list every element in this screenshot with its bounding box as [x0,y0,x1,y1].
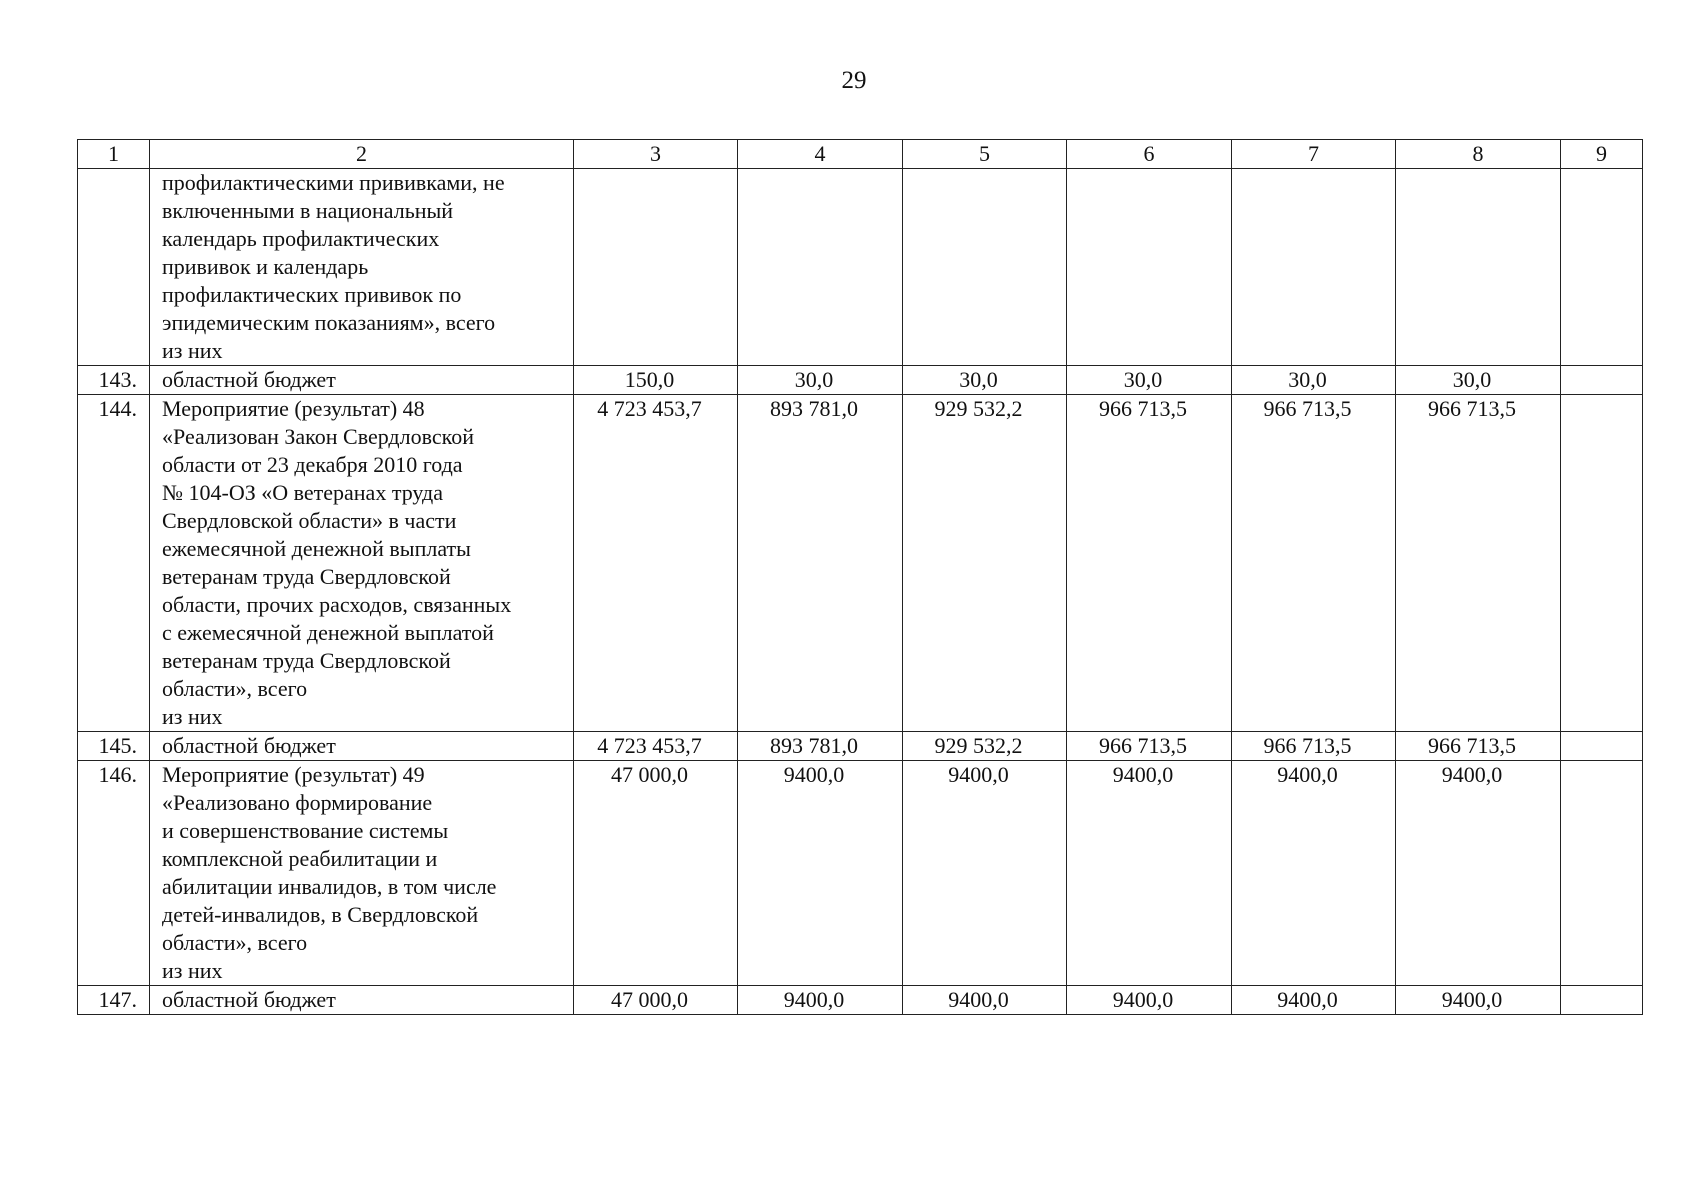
value-text: 966 713,5 [1263,733,1352,758]
value-cell [1561,761,1643,986]
description-line: областной бюджет [162,987,336,1012]
value-text: 966 713,5 [1099,396,1187,421]
row-number: 146. [78,761,150,986]
value-text: 966 713,5 [1263,396,1352,421]
value-cell [903,732,1067,761]
value-cell [1561,169,1643,366]
description-line: и совершенствование системы [162,818,449,843]
column-header: 4 [738,140,903,169]
value-cell [1232,986,1396,1015]
value-cell [903,986,1067,1015]
value-text: 893 781,0 [770,396,858,421]
value-text: 150,0 [624,367,675,392]
row-number: 145. [78,732,150,761]
value-cell [903,761,1067,986]
value-text: 9400,0 [1441,762,1503,787]
value-text: 30,0 [959,367,998,392]
column-header: 1 [78,140,150,169]
value-cell [738,732,903,761]
row-description [150,366,574,395]
value-cell [1396,761,1561,986]
value-cell [1396,986,1561,1015]
value-text: 9400,0 [1441,987,1503,1012]
value-cell [1067,395,1232,732]
value-cell [574,732,738,761]
value-cell [738,986,903,1015]
value-cell [1232,395,1396,732]
description-line: области от 23 декабря 2010 года [162,452,463,477]
value-cell [738,761,903,986]
description-line: ежемесячной денежной выплаты [162,536,471,561]
description-line: ветеранам труда Свердловской [162,648,451,673]
description-line: профилактическими прививками, не [162,170,505,195]
value-text: 966 713,5 [1428,396,1516,421]
table-row [78,761,1643,986]
description-line: «Реализовано формирование [162,790,433,815]
table-row [78,395,1643,732]
description-line: комплексной реабилитации и [162,846,438,871]
table-row [78,732,1643,761]
value-cell [1067,366,1232,395]
table-header-row [78,140,1643,169]
value-cell [574,395,738,732]
value-cell [1232,366,1396,395]
description-line: № 104-ОЗ «О ветеранах труда [162,480,443,505]
value-text: 929 532,2 [934,733,1023,758]
row-description [150,732,574,761]
row-number: 147. [78,986,150,1015]
value-cell [574,761,738,986]
value-cell [574,169,738,366]
value-cell [1561,986,1643,1015]
column-header: 7 [1232,140,1396,169]
row-description [150,986,574,1015]
column-header: 8 [1396,140,1561,169]
row-description [150,761,574,986]
description-line: области», всего [162,930,308,955]
value-text: 9400,0 [948,762,1009,787]
value-cell [1396,395,1561,732]
value-text: 9400,0 [1112,762,1174,787]
value-cell [1067,169,1232,366]
description-line: абилитации инвалидов, в том числе [162,874,497,899]
table-row [78,366,1643,395]
value-text: 9400,0 [1277,987,1338,1012]
column-header: 5 [903,140,1067,169]
description-line: области, прочих расходов, связанных [162,592,512,617]
row-number [78,169,150,366]
value-text: 47 000,0 [611,987,688,1012]
value-cell [738,169,903,366]
value-text: 9400,0 [783,987,845,1012]
value-cell [1232,761,1396,986]
description-line: прививок и календарь [162,254,369,279]
description-line: «Реализован Закон Свердловской [162,424,474,449]
table-row [78,986,1643,1015]
value-cell [574,366,738,395]
value-cell [1232,169,1396,366]
row-description [150,395,574,732]
value-text: 30,0 [794,367,834,392]
value-text: 30,0 [1452,367,1492,392]
budget-table [77,139,1643,1015]
value-cell [738,395,903,732]
description-line: детей-инвалидов, в Свердловской [162,902,479,927]
value-cell [1396,169,1561,366]
column-header: 3 [574,140,738,169]
description-line: областной бюджет [162,733,336,758]
description-line: Мероприятие (результат) 48 [162,396,425,421]
value-cell [903,395,1067,732]
value-cell [1396,732,1561,761]
description-line: области», всего [162,676,308,701]
row-description [150,169,574,366]
description-line: включенными в национальный [162,198,454,223]
value-text: 47 000,0 [611,762,688,787]
row-number: 143. [78,366,150,395]
value-cell [1561,395,1643,732]
value-cell [1232,732,1396,761]
description-line: с ежемесячной денежной выплатой [162,620,494,645]
value-cell [1067,986,1232,1015]
value-text: 4 723 453,7 [597,733,702,758]
value-text: 9400,0 [1112,987,1174,1012]
value-text: 9400,0 [948,987,1009,1012]
value-cell [1561,366,1643,395]
description-line: из них [162,704,223,729]
row-number: 144. [78,395,150,732]
value-text: 9400,0 [783,762,845,787]
value-text: 893 781,0 [770,733,858,758]
value-text: 929 532,2 [934,396,1023,421]
description-line: эпидемическим показаниям», всего [162,310,496,335]
column-header: 2 [150,140,574,169]
table-row [78,169,1643,366]
description-line: областной бюджет [162,367,336,392]
value-cell [1067,732,1232,761]
description-line: Свердловской области» в части [162,508,457,533]
description-line: Мероприятие (результат) 49 [162,762,425,787]
description-line: календарь профилактических [162,226,440,251]
description-line: из них [162,338,223,363]
description-line: профилактических прививок по [162,282,462,307]
value-text: 4 723 453,7 [597,396,702,421]
column-header: 6 [1067,140,1232,169]
value-cell [903,366,1067,395]
value-cell [738,366,903,395]
value-text: 30,0 [1288,367,1327,392]
value-cell [1561,732,1643,761]
value-text: 966 713,5 [1428,733,1516,758]
value-cell [1067,761,1232,986]
description-line: ветеранам труда Свердловской [162,564,451,589]
column-header: 9 [1561,140,1643,169]
value-cell [1396,366,1561,395]
value-text: 30,0 [1123,367,1163,392]
value-cell [903,169,1067,366]
value-text: 966 713,5 [1099,733,1187,758]
page-number: 29 [841,67,867,94]
value-text: 9400,0 [1277,762,1338,787]
value-cell [574,986,738,1015]
description-line: из них [162,958,223,983]
